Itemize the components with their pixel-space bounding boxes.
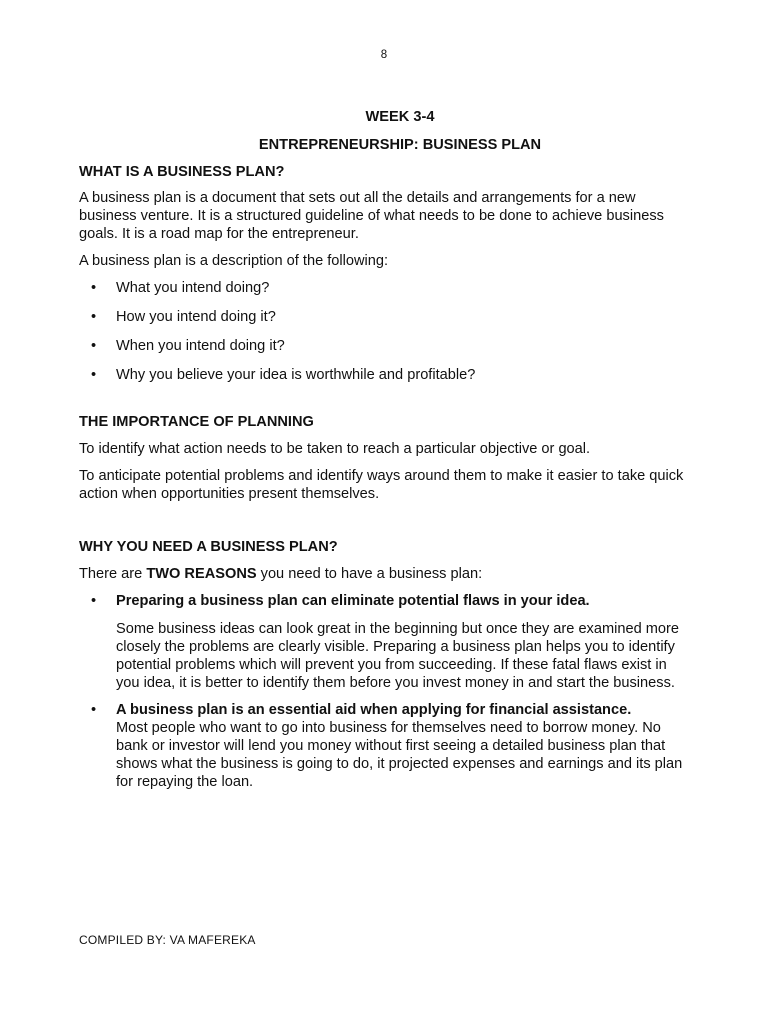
importance-paragraph-1: To identify what action needs to be taken to reach a particular objective or goal. bbox=[79, 441, 591, 457]
document-subtitle: ENTREPRENEURSHIP: BUSINESS PLAN bbox=[258, 137, 542, 153]
list-item-text: When you intend doing it? bbox=[116, 338, 285, 354]
bullet-icon: • bbox=[91, 593, 97, 609]
description-list bbox=[79, 279, 693, 384]
list-item-text: Why you believe your idea is worthwhile and profitable? bbox=[116, 367, 476, 383]
section-heading-what: WHAT IS A BUSINESS PLAN? bbox=[79, 164, 285, 180]
section-heading-why: WHY YOU NEED A BUSINESS PLAN? bbox=[79, 539, 338, 555]
week-heading: WEEK 3-4 bbox=[365, 109, 435, 125]
page-content bbox=[79, 108, 693, 791]
page-footer: COMPILED BY: VA MAFEREKA bbox=[79, 933, 256, 947]
reason-item bbox=[79, 701, 693, 791]
reason-item bbox=[79, 592, 693, 692]
importance-paragraph-2: To anticipate potential problems and identify ways around them to make it easier to take quick action when opportunities present themselves. bbox=[79, 468, 684, 502]
list-item bbox=[79, 308, 693, 326]
bullet-icon: • bbox=[91, 367, 97, 383]
page-number: 8 bbox=[380, 49, 388, 61]
list-item bbox=[79, 337, 693, 355]
reason-body: Most people who want to go into business for themselves need to borrow money. No bank or investor will lend you money without first seeing a detailed business plan that shows what the business is going to do, it projected expenses and earnings and its plan for repaying the loan. bbox=[116, 720, 683, 790]
bullet-icon: • bbox=[91, 309, 97, 325]
reasons-intro-before: There are bbox=[79, 566, 147, 582]
reason-body: Some business ideas can look great in the beginning but once they are examined more closely the problems are clearly visible. Preparing a business plan helps you to identify potential problems which will prevent you from succeeding. If these fatal flaws exist in you idea, it is better to identify them before you invest money in and start the business. bbox=[116, 621, 680, 691]
bullet-icon: • bbox=[91, 280, 97, 296]
list-item bbox=[79, 279, 693, 297]
reasons-intro bbox=[79, 565, 693, 583]
section-heading-importance: THE IMPORTANCE OF PLANNING bbox=[79, 414, 314, 430]
reasons-intro-after: you need to have a business plan: bbox=[256, 566, 483, 582]
definition-paragraph: A business plan is a document that sets out all the details and arrangements for a new business venture. It is a structured guideline of what needs to be done to achieve business goals. It is a road map for the entrepreneur. bbox=[79, 190, 664, 242]
reasons-intro-bold: TWO REASONS bbox=[146, 566, 257, 582]
list-item-text: How you intend doing it? bbox=[116, 309, 276, 325]
reason-title: A business plan is an essential aid when applying for financial assistance. bbox=[116, 702, 632, 718]
reason-title: Preparing a business plan can eliminate potential flaws in your idea. bbox=[116, 593, 590, 609]
list-item bbox=[79, 366, 693, 384]
bullet-icon: • bbox=[91, 702, 97, 718]
reasons-list bbox=[79, 592, 693, 791]
description-intro: A business plan is a description of the following: bbox=[79, 253, 389, 269]
list-item-text: What you intend doing? bbox=[116, 280, 270, 296]
bullet-icon: • bbox=[91, 338, 97, 354]
